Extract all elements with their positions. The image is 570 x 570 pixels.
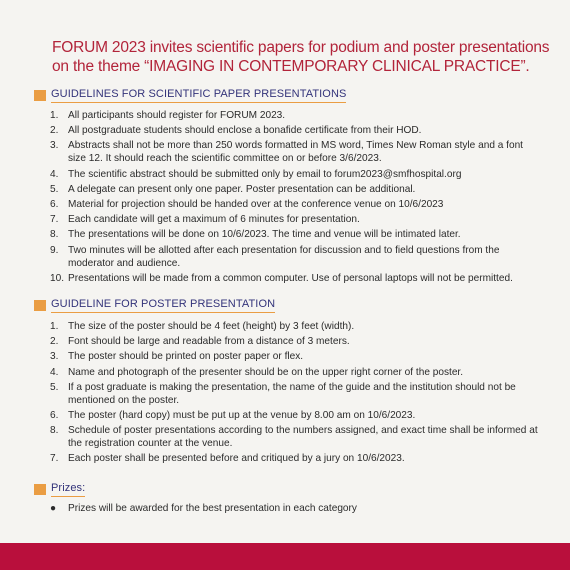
list-item: 9. Two minutes will be allotted after each presentation for discussion and to field questions from the moderator and audience. [50,244,500,269]
list-item: 8. Schedule of poster presentations according to the numbers assigned, and exact time shall be informed at the registration counter at the venue. [50,425,538,450]
heading-text: Prizes: [51,482,85,497]
list-item: 2. All postgraduate students should enclose a bonafide certificate from their HOD. [50,125,422,137]
list-item: 10. Presentations will be made from a common computer. Use of personal laptops will not be permitted. [50,272,513,284]
list-item: 2. Font should be large and readable from a distance of 3 meters. [50,336,350,348]
list-item: 4. The scientific abstract should be submitted only by email to forum2023@smfhospital.org [50,168,462,180]
footer-bar [0,543,570,570]
list-item: 6. Material for projection should be handed over at the conference venue on 10/6/2023 [50,198,444,210]
heading-marker [34,90,46,101]
list-item: ● Prizes will be awarded for the best presentation in each category [50,503,357,514]
list-item: 8. The presentations will be done on 10/6/2023. The time and venue will be intimated later. [50,229,461,241]
list-item: 1. The size of the poster should be 4 feet (height) by 3 feet (width). [50,321,355,332]
prizes-list [50,502,540,515]
section-heading-paper [34,88,346,103]
list-item: 3. Abstracts shall not be more than 250 words formatted in MS word, Times New Roman style and a font size 12. It should reach the scientific committee on or before 3/6/2023. [50,140,523,165]
paper-guidelines-list [50,109,540,285]
heading-marker [34,300,46,311]
poster-guidelines-list [50,320,540,465]
heading-marker [34,484,46,495]
list-item: 7. Each poster shall be presented before and critiqued by a jury on 10/6/2023. [50,453,405,465]
list-item: 5. A delegate can present only one paper. Poster presentation can be additional. [50,183,416,195]
heading-text: GUIDELINES FOR SCIENTIFIC PAPER PRESENTATIONS [51,88,346,103]
list-item: 3. The poster should be printed on poster paper or flex. [50,351,304,363]
list-item: 7. Each candidate will get a maximum of 6 minutes for presentation. [50,214,360,226]
list-item: 5. If a post graduate is making the presentation, the name of the guide and the institution should not be mentioned on the poster. [50,381,516,406]
heading-text: GUIDELINE FOR POSTER PRESENTATION [51,298,275,313]
list-item: 6. The poster (hard copy) must be put up at the venue by 8.00 am on 10/6/2023. [50,409,416,421]
section-heading-poster [34,298,275,313]
bullet-icon: ● [50,503,57,514]
section-heading-prizes [34,482,85,497]
list-item: 4. Name and photograph of the presenter should be on the upper right corner of the poster. [50,366,464,378]
list-item: 1. All participants should register for FORUM 2023. [50,110,286,121]
intro-text: FORUM 2023 invites scientific papers for podium and poster presentations on the theme “IMAGING IN CONTEMPORARY CLINICAL PRACTICE”. [52,39,550,75]
